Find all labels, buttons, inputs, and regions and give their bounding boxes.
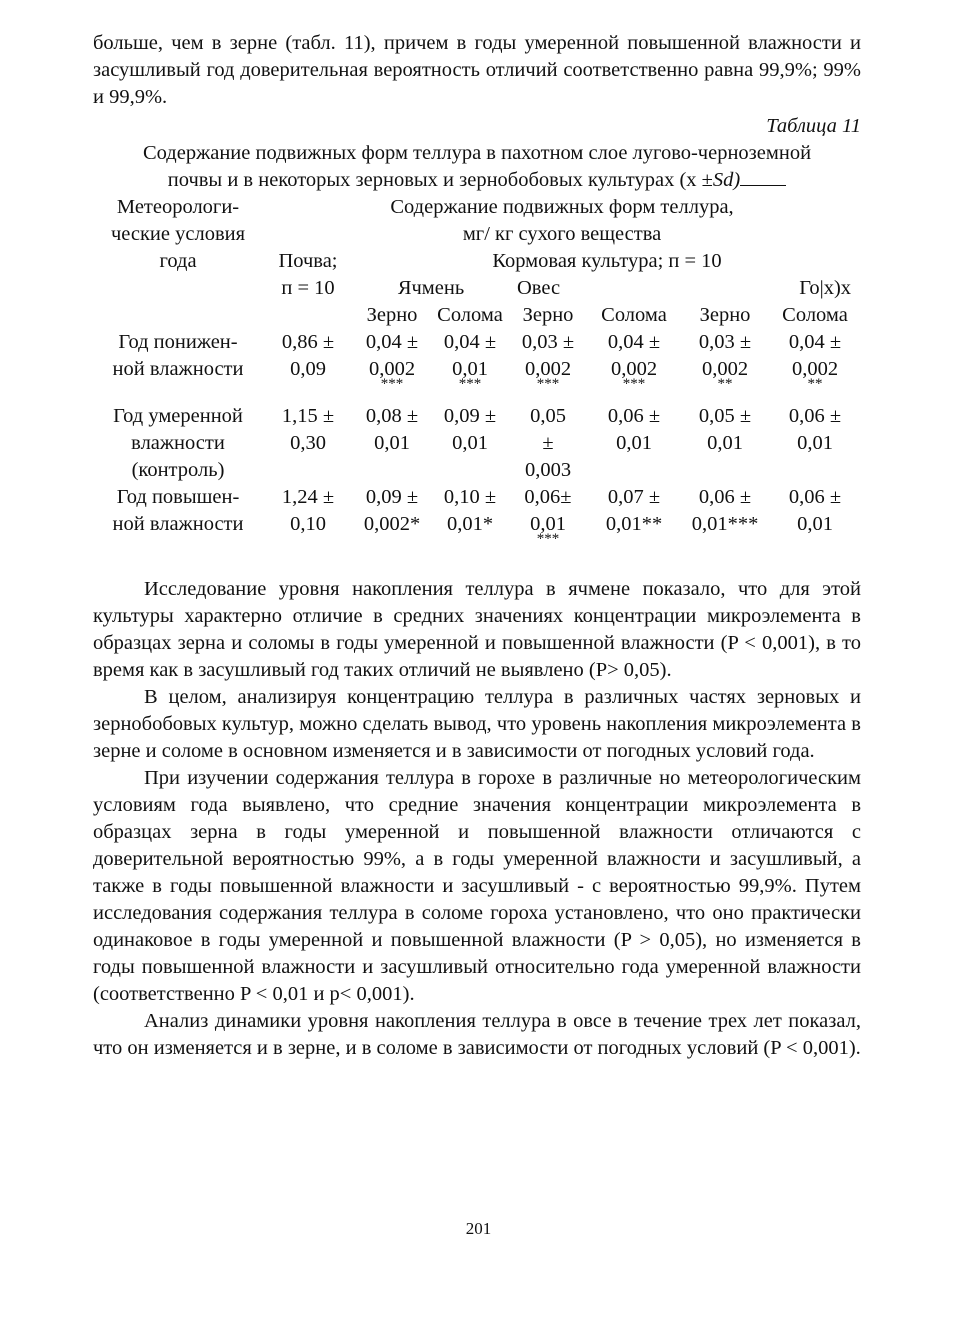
value-cell (431, 329, 509, 392)
header-content (263, 194, 861, 248)
value-sd: 0,30 (290, 432, 326, 454)
table-caption-line-1: Содержание подвижных форм теллура в пахотном слое лугово-черноземной (142, 142, 812, 164)
row-condition (93, 329, 263, 389)
header-soil-line-2: п = 10 (281, 277, 335, 299)
value-mean: 0,04 ± (443, 331, 497, 353)
header-crop-pea: Го|х)х (799, 277, 852, 299)
header-crop-oats: Овес (517, 277, 561, 299)
condition-line: (контроль) (131, 459, 225, 481)
condition-line: ной влажности (112, 513, 244, 535)
table-caption-line-2 (93, 167, 861, 194)
value-sd: 0,002 (791, 358, 839, 380)
soil-cell (263, 329, 353, 389)
paragraph: При изучении содержания теллура в горохе в различные но метеорологическим условиям года выявлено, что средние значения концентрации микроэлемента в образцах зерна в годы умеренной и повышенной влажности отличаются с доверительной вероятностью 99%, а в годы умеренной влажности и засушливый, а также в годы повышенной влажности и засушливый - с вероятностью 99,9%. Путем исследования содержания теллура в соломе гороха установлено, что оно практически одинаковое в годы умеренной и повышенной влажности (P > 0,05), но изменяется в годы повышенной влажности и засушливый относительно года умеренной влажности (соответственно P < 0,01 и p< 0,001). (93, 767, 861, 1005)
value-cell (769, 329, 861, 392)
significance-mark: ** (717, 376, 733, 392)
table-header-row-4 (93, 302, 861, 329)
value-sd: 0,10 (290, 513, 326, 535)
significance-mark: *** (380, 376, 404, 392)
table-label: Таблица 11 (766, 115, 861, 137)
significance-mark: *** (458, 376, 482, 392)
value-mean: 0,06± (524, 486, 572, 508)
value-mean: 0,08 ± (365, 405, 419, 427)
header-conditions-line-1: Метеорологи- (116, 196, 240, 218)
significance-mark: *** (622, 376, 646, 392)
value-cell (431, 484, 509, 544)
value-sd: 0,002 (368, 358, 416, 380)
value-mean: 0,03 ± (521, 331, 575, 353)
value-cell (353, 484, 431, 544)
value-mean: 0,04 ± (788, 331, 842, 353)
value-cell (769, 403, 861, 484)
value-mean: 0,06 ± (698, 486, 752, 508)
value-cell (509, 329, 587, 392)
paragraph: Анализ динамики уровня накопления теллура в овсе в течение трех лет показал, что он изменяется и в зерне, и в соломе в зависимости от погодных условий (P < 0,001). (93, 1010, 861, 1059)
value-sd: 0,002* (363, 513, 421, 535)
soil-cell (263, 484, 353, 544)
significance-mark: ** (807, 376, 823, 392)
value-pm: ± (542, 432, 554, 454)
row-condition (93, 484, 263, 544)
value-mean: 0,06 ± (788, 405, 842, 427)
value-cell (353, 329, 431, 392)
value-sd: 0,01 (530, 513, 566, 535)
value-cell (431, 403, 509, 484)
condition-line: Год повышен- (116, 486, 240, 508)
subcol-pea-straw: Солома (782, 304, 848, 326)
subcol-barley-grain: Зерно (366, 304, 418, 326)
value-cell (681, 403, 769, 484)
value-sd: 0,01 (452, 358, 488, 380)
soil-cell (263, 403, 353, 484)
table-caption-text: почвы и в некоторых зерновых и зернобобовых культурах (x ± (167, 169, 713, 191)
condition-line: влажности (131, 432, 225, 454)
value-sd: 0,01 (452, 432, 488, 454)
header-conditions-line-2: ческие условия (110, 223, 246, 245)
header-content-line-1: Содержание подвижных форм теллура, (390, 196, 734, 218)
value-cell (587, 329, 681, 392)
value-mean: 0,06 ± (788, 486, 842, 508)
header-crop-barley: Ячмень (397, 277, 465, 299)
value-sd: 0,01*** (691, 513, 759, 535)
value-sd: 0,01** (605, 513, 663, 535)
value-mean: 0,04 ± (607, 331, 661, 353)
condition-line: Год умеренной (113, 405, 243, 427)
value-sd: 0,01 (616, 432, 652, 454)
subcol-barley-straw: Солома (437, 304, 503, 326)
significance-mark: *** (536, 376, 560, 392)
value-cell (509, 484, 587, 547)
value-mean: 0,03 ± (698, 331, 752, 353)
table-row (93, 484, 861, 544)
value-mean: 0,10 ± (443, 486, 497, 508)
subcol-oats-grain: Зерно (522, 304, 574, 326)
subcol-oats-straw: Солома (601, 304, 667, 326)
caption-underline (740, 167, 786, 186)
tellurium-table (93, 194, 861, 547)
condition-line: ной влажности (112, 358, 244, 380)
value-sd: 0,002 (524, 358, 572, 380)
page-number: 201 (465, 1219, 492, 1238)
value-cell (509, 403, 587, 484)
header-soil (263, 248, 353, 302)
value-sd: 0,003 (524, 459, 572, 481)
value-cell (769, 484, 861, 544)
value-mean: 1,24 ± (281, 486, 335, 508)
value-sd: 0,01* (446, 513, 494, 535)
paragraph: Исследование уровня накопления теллура в ячмене показало, что для этой культуры характерно отличие в средних значениях концентрации микроэлемента в образцах зерна и соломы в годы умеренной и повышенной влажности (P < 0,001), в то время как в засушливый год таких отличий не выявлено (P> 0,05). (93, 578, 861, 681)
header-conditions-line-3: года (159, 250, 197, 272)
header-conditions (93, 194, 263, 302)
intro-paragraph: больше, чем в зерне (табл. 11), причем в годы умеренной повышенной влажности и засушливый год доверительная вероятность отличий соответственно равна 99,9%; 99% и 99,9%. (93, 32, 861, 108)
header-forage: Кормовая культура; п = 10 (492, 250, 722, 272)
value-mean: 0,09 ± (365, 486, 419, 508)
value-mean: 0,86 ± (281, 331, 335, 353)
value-mean: 0,04 ± (365, 331, 419, 353)
table-header-row-1 (93, 194, 861, 248)
table-row (93, 403, 861, 484)
value-mean: 0,05 ± (698, 405, 752, 427)
table-row (93, 329, 861, 389)
value-sd: 0,002 (701, 358, 749, 380)
value-mean: 0,06 ± (607, 405, 661, 427)
value-cell (681, 484, 769, 544)
value-mean: 0,09 ± (443, 405, 497, 427)
value-sd: 0,01 (797, 513, 833, 535)
paragraph: В целом, анализируя концентрацию теллура в различных частях зерновых и зернобобовых культур, можно сделать вывод, что уровень накопления микроэлемента в зерне и соломе в основном изменяется и в зависимости от погодных условий года. (93, 686, 861, 762)
header-content-line-2: мг/ кг сухого вещества (462, 223, 662, 245)
value-sd: 0,09 (290, 358, 326, 380)
value-cell (353, 403, 431, 484)
value-mean: 0,07 ± (607, 486, 661, 508)
table-spacer (93, 544, 861, 576)
document-page (93, 30, 861, 1062)
value-mean: 1,15 ± (281, 405, 335, 427)
header-soil-line-1: Почва; (278, 250, 338, 272)
value-sd: 0,01 (374, 432, 410, 454)
value-cell (681, 329, 769, 392)
value-sd: 0,01 (707, 432, 743, 454)
table-caption-sd: Sd) (712, 169, 741, 191)
value-sd: 0,01 (797, 432, 833, 454)
value-cell (587, 403, 681, 484)
subcol-pea-grain: Зерно (699, 304, 751, 326)
value-mean: 0,05 (530, 405, 566, 427)
condition-line: Год понижен- (118, 331, 238, 353)
value-cell (587, 484, 681, 544)
row-condition (93, 403, 263, 484)
significance-mark: *** (536, 531, 560, 547)
value-sd: 0,002 (610, 358, 658, 380)
